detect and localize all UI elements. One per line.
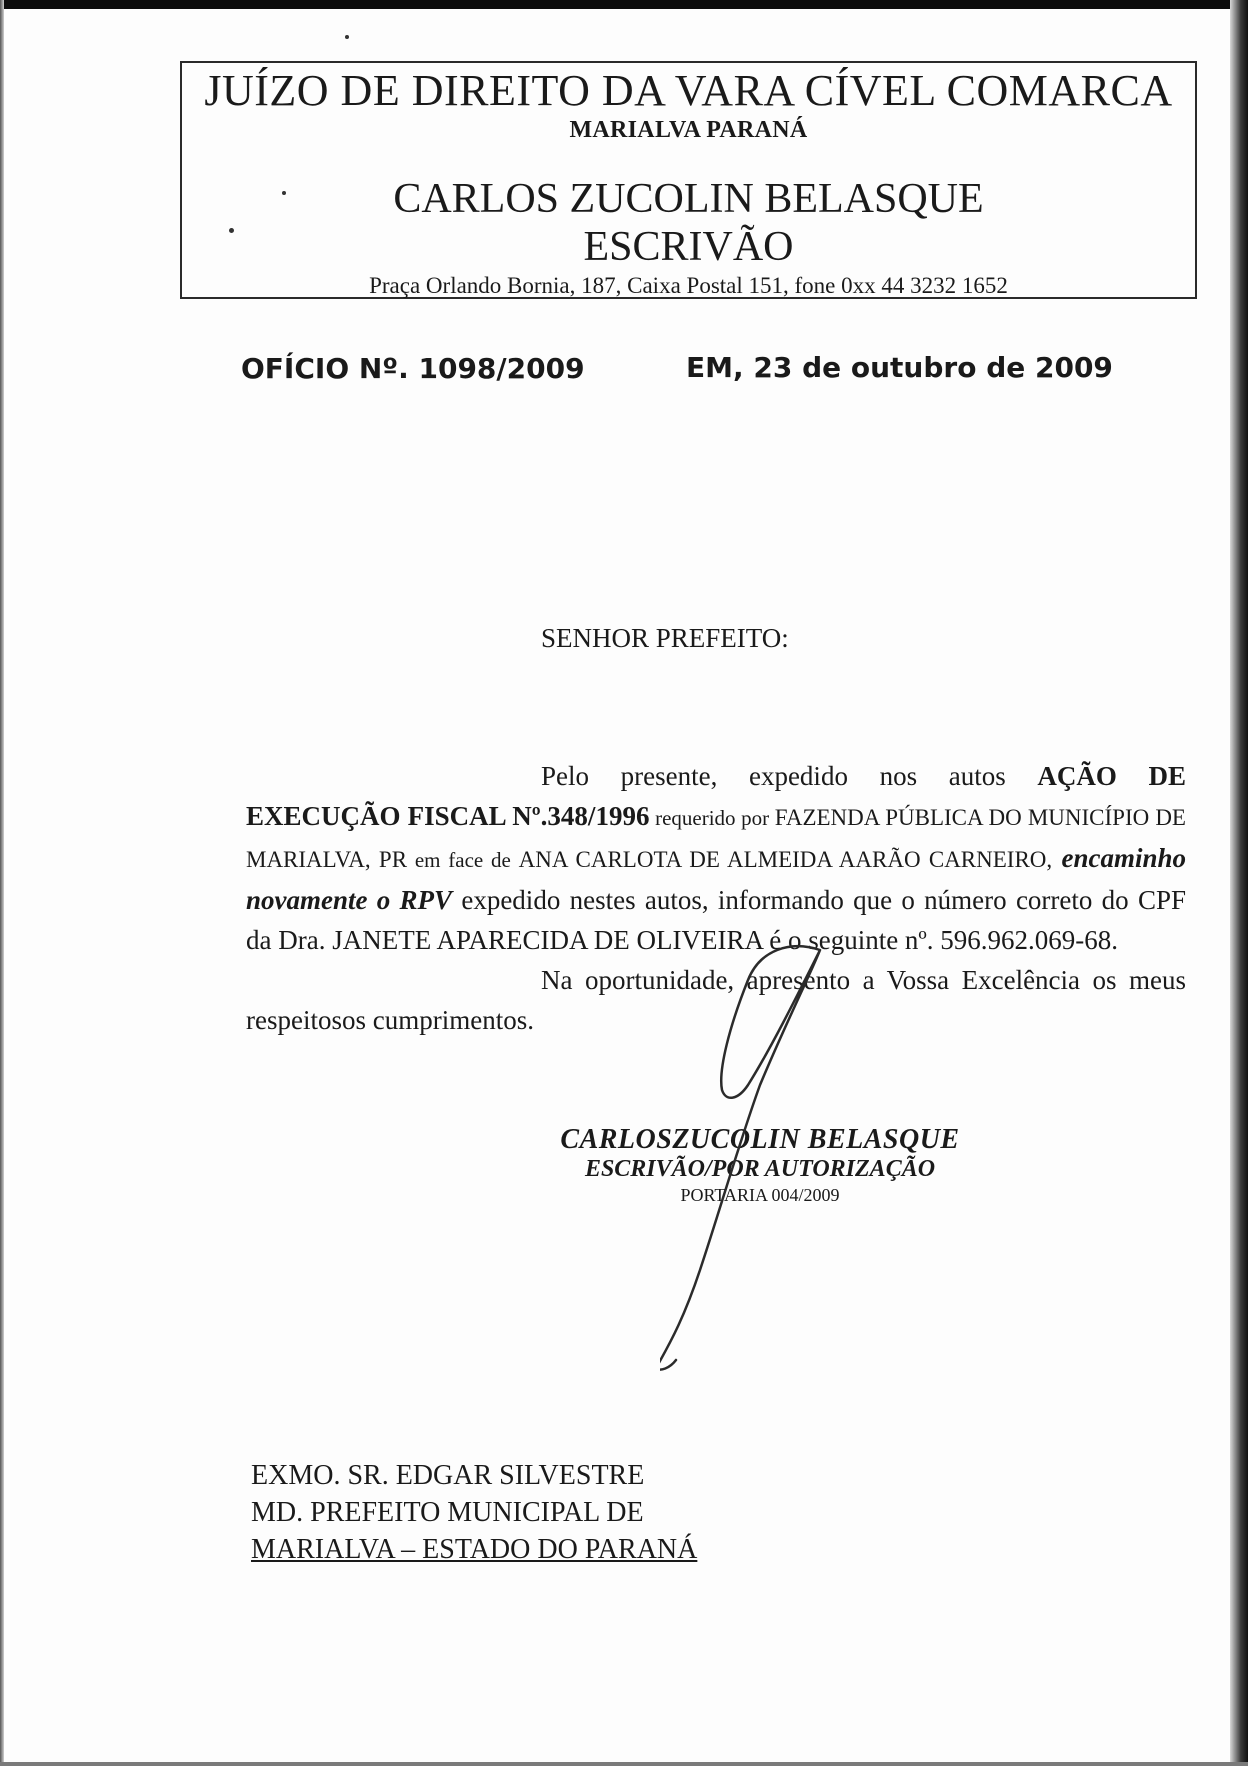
clerk-role: ESCRIVÃO bbox=[583, 224, 794, 270]
ordinance-number: PORTARIA 004/2009 bbox=[680, 1185, 840, 1205]
scan-speck bbox=[345, 35, 349, 39]
requested-by-text: requerido por bbox=[649, 806, 775, 830]
clerk-name: CARLOS ZUCOLIN BELASQUE bbox=[393, 176, 984, 222]
court-location: MARIALVA PARANÁ bbox=[569, 117, 808, 143]
rpv-emphasis: encaminho novamente o RPV bbox=[246, 843, 1186, 915]
defendant: ANA CARLOTA DE ALMEIDA AARÃO CARNEIRO, bbox=[518, 847, 1053, 872]
body-intro: Pelo presente, expedido nos autos bbox=[541, 761, 1038, 791]
addressee-line-3: MARIALVA – ESTADO DO PARANÁ bbox=[251, 1534, 698, 1565]
scan-edge-left bbox=[0, 0, 4, 1766]
scan-edge-bottom bbox=[0, 1762, 1248, 1766]
letterhead-box bbox=[180, 61, 1197, 299]
addressee-line-2: MD. PREFEITO MUNICIPAL DE bbox=[251, 1497, 644, 1528]
plaintiff: FAZENDA PÚBLICA DO MUNICÍPIO DE MARIALVA, PR bbox=[246, 805, 1186, 872]
clerk-address: Praça Orlando Bornia, 187, Caixa Postal 151, fone 0xx 44 3232 1652 bbox=[369, 273, 1008, 298]
against-text: em face de bbox=[407, 848, 519, 872]
scan-edge-top bbox=[0, 0, 1248, 9]
signatory-name: CARLOSZUCOLIN BELASQUE bbox=[560, 1124, 960, 1155]
office-date: EM, 23 de outubro de 2009 bbox=[686, 351, 1113, 384]
scan-edge-right bbox=[1230, 0, 1248, 1766]
salutation: SENHOR PREFEITO: bbox=[541, 623, 789, 653]
body-paragraph-2: Na oportunidade, apresento a Vossa Excelência os meus respeitosos cumprimentos. bbox=[246, 965, 1186, 1035]
action-type: AÇÃO DE EXECUÇÃO FISCAL Nº.348/1996 bbox=[246, 761, 1186, 831]
body-paragraph-1 bbox=[246, 756, 1186, 960]
office-number: OFÍCIO Nº. 1098/2009 bbox=[241, 352, 585, 385]
signatory-role: ESCRIVÃO/POR AUTORIZAÇÃO bbox=[584, 1156, 936, 1182]
body-rest: expedido nestes autos, informando que o número correto do CPF da Dra. JANETE APARECIDA DE OLIVEIRA é o seguinte nº. 596.962.069-68. bbox=[246, 885, 1186, 955]
addressee-block bbox=[251, 1457, 697, 1568]
handwritten-signature bbox=[660, 940, 940, 1380]
court-title: JUÍZO DE DIREITO DA VARA CÍVEL COMARCA bbox=[204, 66, 1173, 115]
addressee-line-1: EXMO. SR. EDGAR SILVESTRE bbox=[251, 1460, 645, 1491]
